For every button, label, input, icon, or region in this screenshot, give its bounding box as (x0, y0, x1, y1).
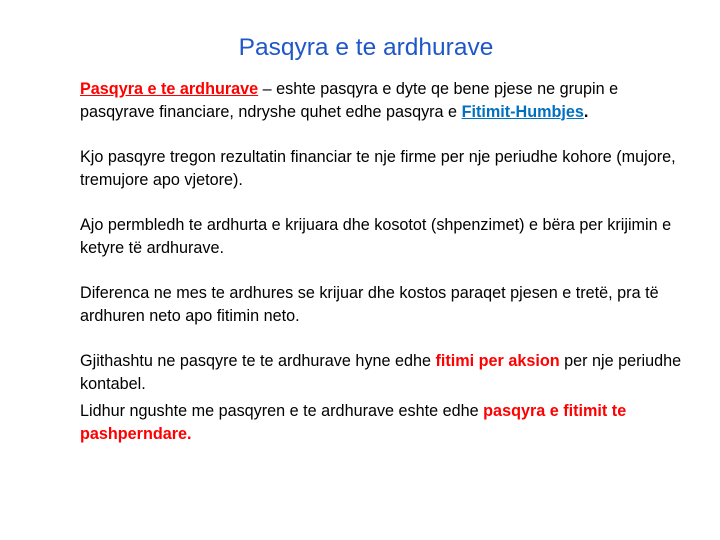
retained-text: Lidhur ngushte me pasqyren e te ardhurave eshte edhe (80, 402, 484, 420)
slide-title: Pasqyra e te ardhurave (238, 34, 494, 61)
term-income-statement: Pasqyra e te ardhurave (80, 80, 259, 98)
definition-end: . (583, 102, 589, 121)
retained-highlight: pasqyra e fitimit te pashperndare. (80, 402, 627, 443)
paragraph-retained-earnings (80, 400, 692, 445)
paragraph-difference: Diferenca ne mes te ardhures se krijuar dhe kostos paraqet pjesen e tretë, pra të ardhuren neto apo fitimin neto. (80, 284, 659, 325)
definition-text: – eshte pasqyra e dyte qe bene pjese ne grupin e pasqyrave financiare, ndryshe quhet edhe pasqyra e (80, 80, 619, 121)
paragraph-definition (80, 78, 692, 123)
paragraph-eps (80, 350, 692, 395)
slide-content (80, 78, 692, 445)
profit-loss-link[interactable]: Fitimit-Humbjes (461, 102, 584, 121)
paragraph-summary: Ajo permbledh te ardhurta e krijuara dhe kosotot (shpenzimet) e bëra per krijimin e ketyre të ardhurave. (80, 216, 672, 257)
eps-text-start: Gjithashtu ne pasqyre te te ardhurave hyne edhe (80, 352, 436, 370)
eps-highlight: fitimi per aksion (435, 352, 560, 370)
eps-text-end: per nje periudhe kontabel. (80, 352, 682, 393)
paragraph-purpose: Kjo pasqyre tregon rezultatin financiar te nje firme per nje periudhe kohore (mujore, tremujore apo vjetore). (80, 148, 676, 189)
